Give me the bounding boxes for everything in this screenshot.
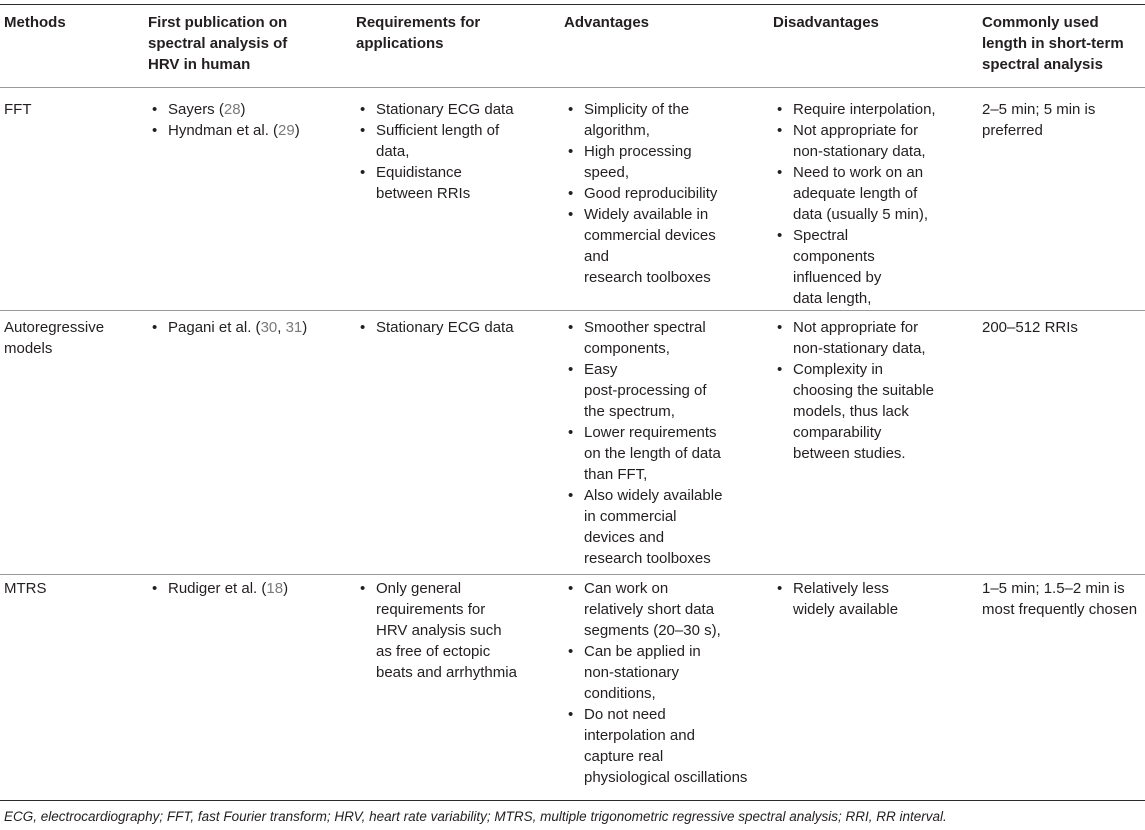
reference-link[interactable]: 31 [285,319,303,336]
advantages-cell [564,578,769,788]
row-divider [0,574,1145,575]
list-item: • Stationary ECG data [356,317,561,338]
length-cell: 200–512 RRIs [982,319,1078,336]
header-requirements: Requirements for applications [356,14,481,52]
header-methods: Methods [4,14,66,31]
reference-link[interactable]: 29 [278,122,295,139]
list-item: • Can be applied in non-stationary conditions, [564,641,769,704]
row-divider [0,310,1145,311]
list-item: • Not appropriate for non-stationary data, [773,317,978,359]
method-name: MTRS [4,580,47,597]
table-row [4,578,139,599]
first-publication-cell [148,317,353,338]
requirements-cell [356,317,561,338]
header-advantages: Advantages [564,14,650,31]
list-item: • Rudiger et al. (18) [148,578,353,599]
table-footnote: ECG, electrocardiography; FFT, fast Fourier transform; HRV, heart rate variability; MTRS, multiple trigonometric regressive spectral analysis; RRI, RR interval. [4,809,947,824]
list-item: • Relatively less widely available [773,578,978,620]
list-item: • Stationary ECG data [356,99,561,120]
first-publication-cell [148,578,353,599]
reference-link[interactable]: 18 [266,580,284,597]
list-item: • Spectral components influenced by data length, [773,225,978,309]
first-publication-cell [148,99,353,141]
list-item: • Only general requirements for HRV analysis such as free of ectopic beats and arrhythmia [356,578,561,683]
list-item: • High processing speed, [564,141,769,183]
list-item: • Sayers (28) [148,99,353,120]
list-item: • Require interpolation, [773,99,978,120]
list-item: • Widely available in commercial devices and research toolboxes [564,204,769,288]
requirements-cell [356,99,561,204]
reference-link[interactable]: 30 [260,319,278,336]
list-item: • Lower requirements on the length of data than FFT, [564,422,769,485]
table-bottom-rule [0,800,1145,801]
list-item: • Can work on relatively short data segments (20–30 s), [564,578,769,641]
list-item: • Complexity in choosing the suitable models, thus lack comparability between studies. [773,359,978,464]
list-item: • Simplicity of the algorithm, [564,99,769,141]
list-item: • Equidistance between RRIs [356,162,561,204]
disadvantages-cell [773,578,978,620]
list-item: • Good reproducibility [564,183,769,204]
list-item: • Do not need interpolation and capture real physiological oscillations [564,704,769,788]
list-item: • Need to work on an adequate length of data (usually 5 min), [773,162,978,225]
advantages-cell [564,99,769,288]
list-item: • Also widely available in commercial devices and research toolboxes [564,485,769,569]
list-item: • Not appropriate for non-stationary data, [773,120,978,162]
header-bottom-rule [0,87,1145,88]
disadvantages-cell [773,99,978,309]
length-cell: 2–5 min; 5 min is preferred [982,101,1096,139]
header-first-publication: First publication on spectral analysis of HRV in human [148,14,288,73]
list-item: • Sufficient length of data, [356,120,561,162]
list-item: • Easy post-processing of the spectrum, [564,359,769,422]
length-cell: 1–5 min; 1.5–2 min is most frequently chosen [982,580,1138,618]
table-top-rule [0,4,1145,5]
reference-link[interactable]: 28 [223,101,241,118]
table-row [4,99,139,120]
list-item: • Pagani et al. (30, 31) [148,317,353,338]
method-name: Autoregressive [4,319,105,336]
requirements-cell [356,578,561,683]
header-commonly-used-length: Commonly used length in short-term spectral analysis [982,14,1124,73]
advantages-cell [564,317,769,569]
header-disadvantages: Disadvantages [773,14,879,31]
disadvantages-cell [773,317,978,464]
list-item: • Hyndman et al. (29) [148,120,353,141]
table-row: Autoregressive models [4,317,139,359]
method-name: FFT [4,101,32,118]
list-item: • Smoother spectral components, [564,317,769,359]
